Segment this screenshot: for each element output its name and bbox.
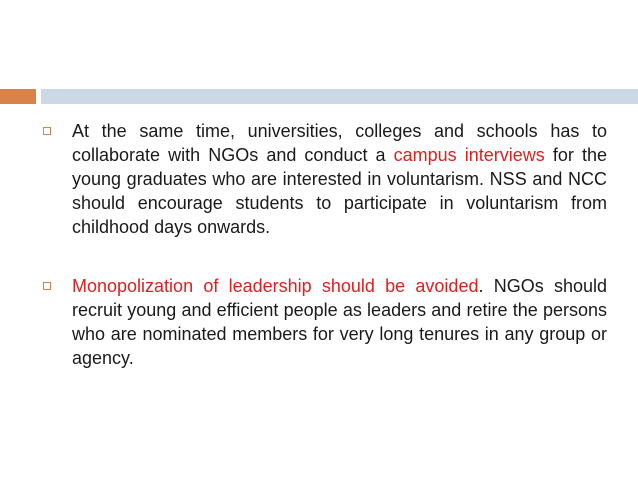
header-rule [41,89,638,104]
bullet-text [72,119,607,239]
bullet-text-part: At the same time, universities, colleges and schools has to collaborate with NGOs and conduct a [72,121,607,165]
square-bullet-icon [43,282,51,290]
bullet-item [43,274,607,370]
highlighted-phrase: Monopolization of leadership should be avoided [72,276,479,296]
bullet-item [43,119,607,239]
highlighted-phrase: campus interviews [393,145,545,165]
bullet-text-part: . NGOs should recruit young and efficient people as leaders and retire the persons who are nominated members for very long tenures in any group or agency. [72,276,607,368]
bullet-text [72,274,607,370]
square-bullet-icon [43,127,51,135]
header-rule-accent [0,89,36,104]
bullet-text-part: for the young graduates who are interested in voluntarism. NSS and NCC should encourage students to participate in voluntarism from childhood days onwards. [72,145,607,237]
